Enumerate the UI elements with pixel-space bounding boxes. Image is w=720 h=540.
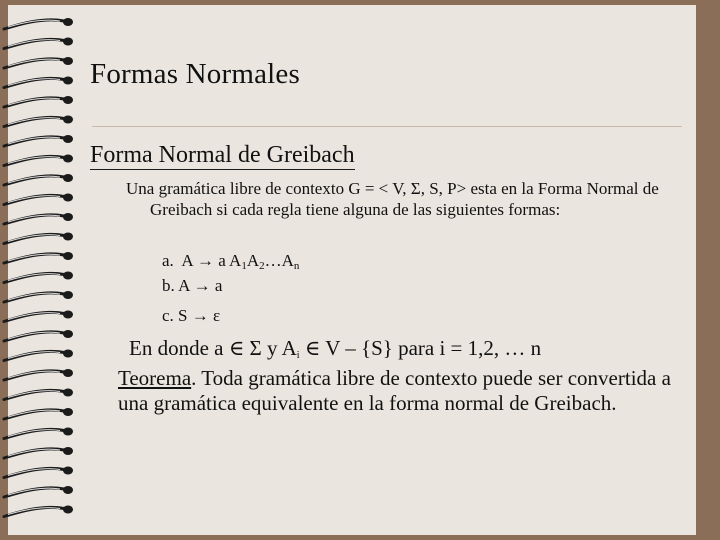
spiral-binding (0, 0, 80, 540)
donde-text-1: En donde a (129, 336, 229, 360)
spiral-ring (4, 252, 73, 263)
spiral-ring (4, 447, 73, 458)
spiral-ring (4, 77, 73, 88)
spiral-ring (4, 155, 73, 166)
spiral-ring (4, 272, 73, 283)
rule-b-lhs: A (178, 276, 190, 295)
spiral-ring (4, 330, 73, 341)
rule-b (162, 276, 222, 296)
spiral-ring (4, 135, 73, 146)
spiral-ring (4, 428, 73, 439)
spiral-ring (4, 408, 73, 419)
theorem-paragraph (118, 366, 678, 416)
spiral-ring (4, 57, 73, 68)
theorem-label: Teorema (118, 366, 192, 390)
arrow-icon: → (191, 306, 209, 325)
rule-c-rhs: ε (213, 306, 221, 325)
rule-c (162, 306, 220, 326)
rule-a-rhs: a A (218, 251, 242, 270)
donde-text-4: V – {S} para i = 1,2, … n (320, 336, 542, 360)
donde-sub-i: i (296, 350, 300, 361)
spiral-ring (4, 506, 73, 517)
spiral-ring (4, 233, 73, 244)
spiral-ring (4, 174, 73, 185)
rule-a-dots: …A (264, 251, 294, 270)
rule-c-lhs: S (178, 306, 188, 325)
donde-text-2: Σ y A (244, 336, 297, 360)
spiral-ring (4, 291, 73, 302)
spiral-ring (4, 389, 73, 400)
spiral-ring (4, 467, 73, 478)
spiral-ring (4, 194, 73, 205)
section-heading (90, 142, 355, 169)
rule-a-sub-n: n (293, 260, 300, 272)
definition-paragraph: Una gramática libre de contexto G = < V, Σ, S, P> esta en la Forma Normal de Greibach si cada regla tiene alguna de las siguientes formas: (126, 179, 659, 219)
donde-line (129, 336, 541, 361)
rule-a-sub-1: 1 (241, 260, 247, 272)
rule-a-label: a. (162, 251, 174, 270)
spiral-ring (4, 116, 73, 127)
rule-a-mid: A (246, 251, 260, 270)
arrow-icon: → (193, 276, 211, 295)
rule-c-label: c. (162, 306, 174, 325)
rule-a-lhs: A (181, 251, 193, 270)
title-divider (92, 126, 682, 127)
arrow-icon: → (196, 251, 214, 270)
spiral-ring (4, 38, 73, 49)
element-of-icon: ∈ (304, 336, 321, 360)
spiral-ring (4, 486, 73, 497)
theorem-text: . Toda gramática libre de contexto puede ser convertida a una gramática equivalente en la forma normal de Greibach. (118, 366, 671, 415)
rule-b-rhs: a (214, 276, 223, 295)
spiral-ring (4, 96, 73, 107)
spiral-ring (4, 213, 73, 224)
section-heading-text: Forma Normal de Greibach (90, 142, 355, 168)
spiral-ring (4, 350, 73, 361)
spiral-ring (4, 311, 73, 322)
spiral-ring (4, 18, 73, 29)
spiral-ring (4, 369, 73, 380)
element-of-icon: ∈ (228, 336, 245, 360)
rule-b-label: b. (162, 276, 175, 295)
rule-a-sub-2: 2 (259, 260, 265, 272)
slide-title: Formas Normales (90, 58, 300, 90)
rule-a (162, 251, 299, 272)
